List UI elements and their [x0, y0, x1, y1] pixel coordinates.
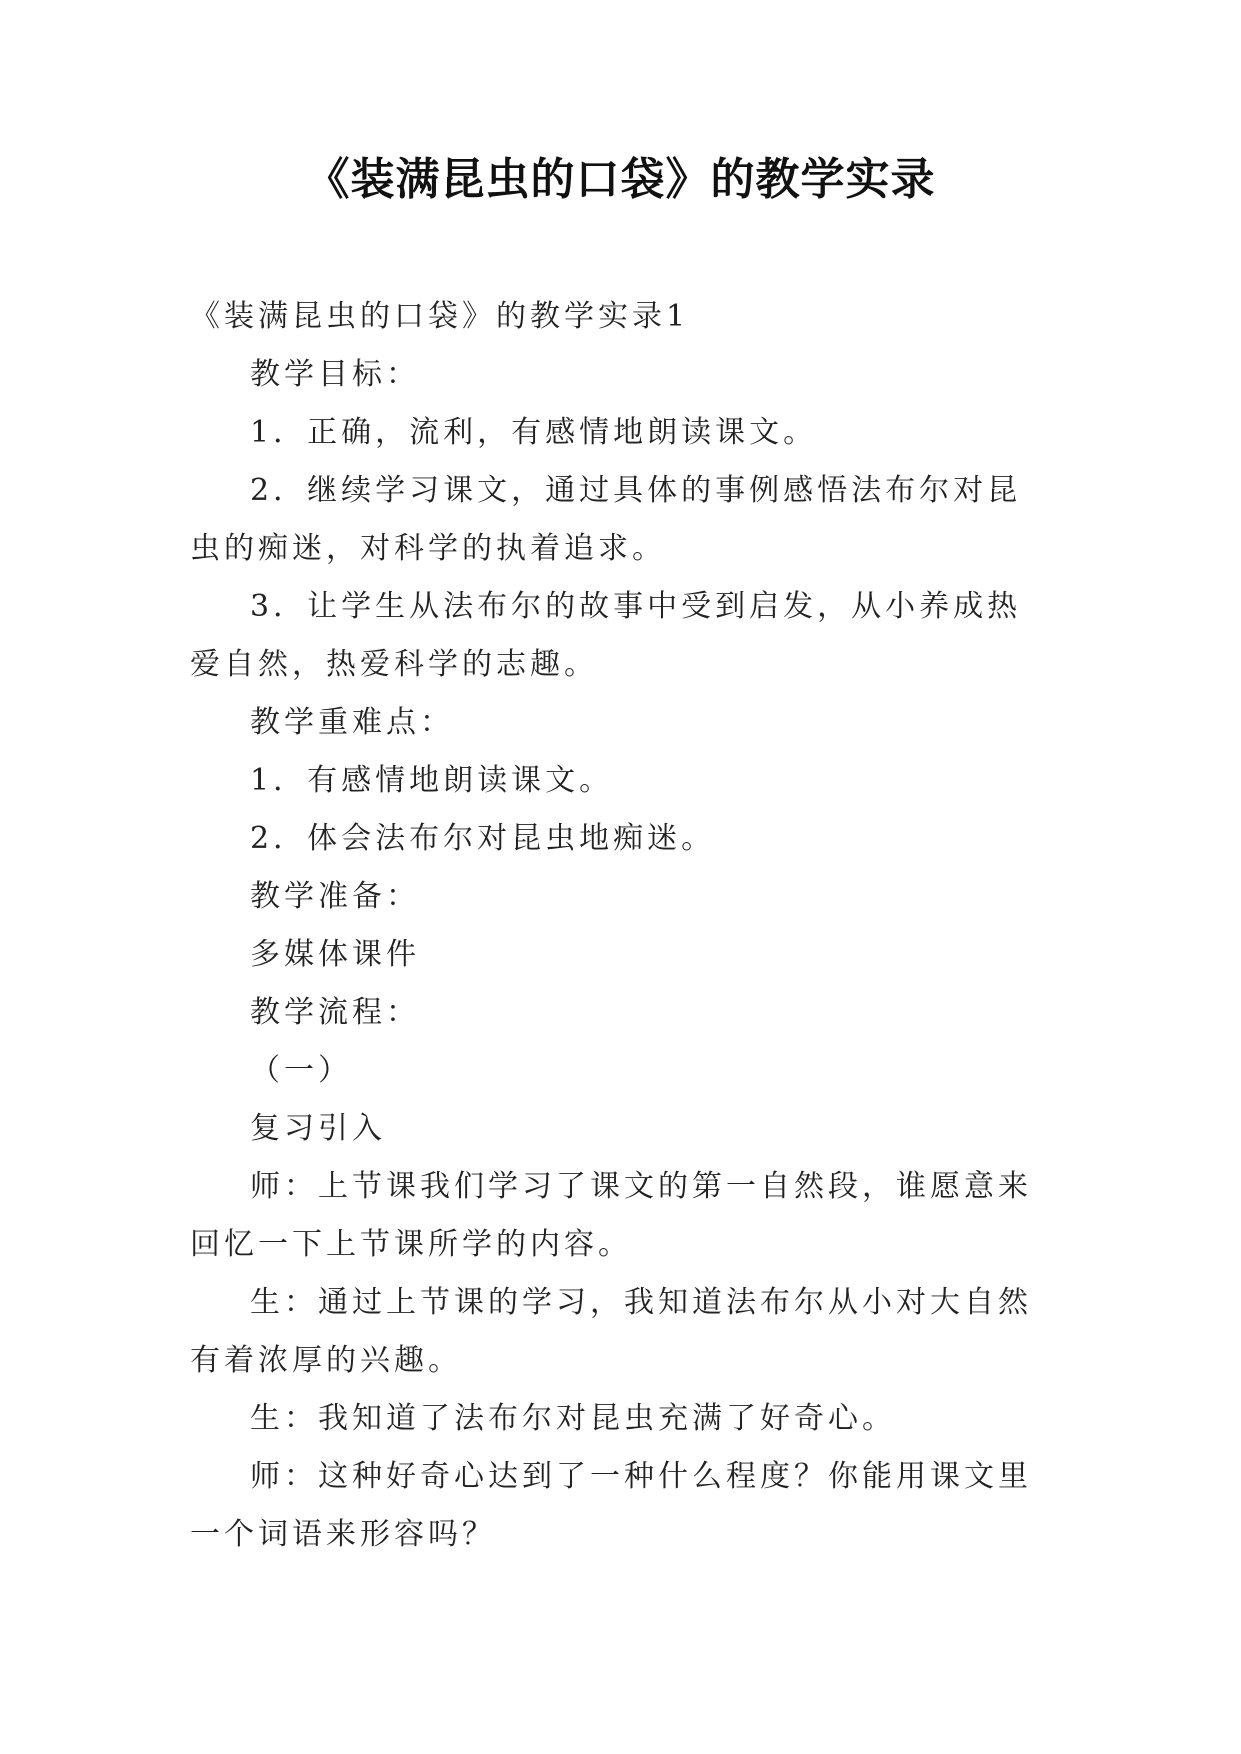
- paragraph: 生：通过上节课的学习，我知道法布尔从小对大自然有着浓厚的兴趣。: [190, 1285, 1032, 1378]
- document-body: [190, 288, 1050, 1564]
- paragraph: 复习引入: [250, 1111, 386, 1146]
- paragraph: 生：我知道了法布尔对昆虫充满了好奇心。: [250, 1401, 896, 1436]
- paragraph: （一）: [250, 1053, 352, 1088]
- paragraph: 师：上节课我们学习了课文的第一自然段，谁愿意来回忆一下上节课所学的内容。: [190, 1169, 1032, 1262]
- section-heading: 《装满昆虫的口袋》的教学实录1: [190, 299, 690, 334]
- paragraph: 师：这种好奇心达到了一种什么程度？你能用课文里一个词语来形容吗？: [190, 1459, 1032, 1552]
- paragraph: 1．有感情地朗读课文。: [250, 763, 614, 798]
- paragraph: 2．体会法布尔对昆虫地痴迷。: [250, 821, 716, 856]
- paragraph: 教学准备：: [250, 879, 420, 914]
- paragraph: 多媒体课件: [250, 937, 420, 972]
- paragraph: 1．正确，流利，有感情地朗读课文。: [250, 415, 818, 450]
- paragraph: 2．继续学习课文，通过具体的事例感悟法布尔对昆虫的痴迷，对科学的执着追求。: [190, 473, 1022, 566]
- paragraph: 教学流程：: [250, 995, 420, 1030]
- paragraph: 3．让学生从法布尔的故事中受到启发，从小养成热爱自然，热爱科学的志趣。: [190, 589, 1022, 682]
- paragraph: 教学目标：: [250, 357, 420, 392]
- paragraph: 教学重难点：: [250, 705, 454, 740]
- document-title: 《装满昆虫的口袋》的教学实录: [305, 154, 936, 205]
